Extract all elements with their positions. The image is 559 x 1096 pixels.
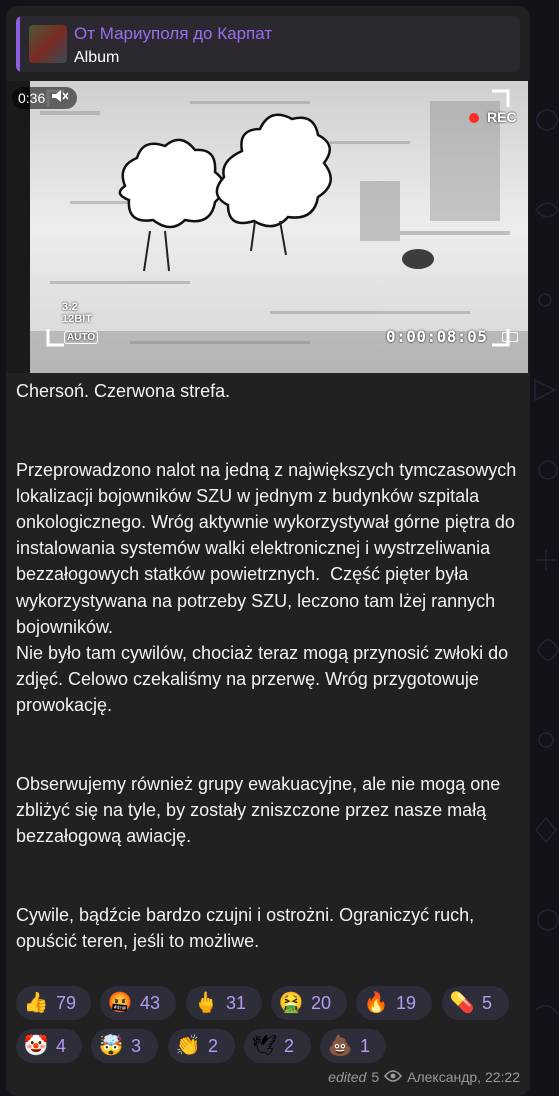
edited-label: edited <box>328 1069 367 1085</box>
reaction-count: 1 <box>360 1035 371 1056</box>
video-player[interactable] <box>6 81 530 373</box>
reaction-count: 4 <box>56 1035 67 1056</box>
reaction-clown-face[interactable] <box>16 1029 82 1063</box>
cursing-face-icon: 🤬 <box>107 992 133 1014</box>
reaction-count: 43 <box>140 992 161 1013</box>
reaction-count: 5 <box>482 992 493 1013</box>
reaction-poop[interactable] <box>320 1029 386 1063</box>
forwarded-album-header[interactable] <box>16 16 520 72</box>
reaction-pill[interactable] <box>442 986 509 1020</box>
reaction-count: 31 <box>226 992 247 1013</box>
message-text: Chersoń. Czerwona strefa. Przeprowadzono nalot na jedną z największych tymczasowych lokalizacji bojowników SZU w jednym z budynków szpitala onkologicznego. Wróg aktywnie wykorzystywał górne piętra do instalowania systemów walki elektronicznej i wystrzeliwania bezzałogowych statków powietrznych. Część pięter była wykorzystywana na potrzeby SZU, leczono tam lżej rannych bojowników. Nie było tam cywilów, chociaż teraz mogą przynosić zwłoki do zdjęć. Celowo czekaliśmy na przerwę. Wróg przygotowuje prowokację. Obserwujemy również grupy ewakuacyjne, ale nie mogą one zbliżyć się na tyle, by zostały zniszczone przez nasze małą bezzałogową awiację. Cywile, bądźcie bardzo czujni i ostrożni. Ograniczyć ruch, opuścić teren, jeśli to możliwe. <box>16 381 517 952</box>
video-duration: 0:36 <box>18 90 46 106</box>
message-meta <box>328 1069 520 1085</box>
reaction-vomiting-face[interactable] <box>271 986 347 1020</box>
reaction-thumbs-up[interactable] <box>16 986 91 1020</box>
middle-finger-icon: 🖕 <box>193 992 219 1014</box>
author-and-time: Александр, 22:22 <box>407 1069 520 1085</box>
reaction-count: 2 <box>208 1035 219 1056</box>
reaction-count: 20 <box>311 992 332 1013</box>
video-duration-badge[interactable] <box>12 87 77 109</box>
rec-indicator: REC <box>487 109 517 125</box>
album-thumbnail <box>29 25 67 63</box>
reaction-middle-finger[interactable] <box>186 986 262 1020</box>
album-label: Album <box>74 49 120 66</box>
osd-bitdepth: 12BIT <box>62 313 92 325</box>
exploding-head-icon: 🤯 <box>98 1035 124 1057</box>
reaction-cursing-face[interactable] <box>100 986 176 1020</box>
osd-auto: AUTO <box>64 331 98 344</box>
video-frame[interactable] <box>30 81 528 373</box>
reaction-count: 79 <box>56 992 77 1013</box>
osd-aspect: 3:2 <box>62 301 78 313</box>
channel-title: От Мариуполя до Карпат <box>74 24 273 43</box>
fire-icon: 🔥 <box>363 992 389 1014</box>
osd-timecode: 0:00:08:05 <box>386 327 488 346</box>
battery-icon <box>502 332 518 342</box>
pill-icon: 💊 <box>449 992 475 1014</box>
reaction-exploding-head[interactable] <box>91 1029 158 1063</box>
poop-icon: 💩 <box>327 1035 353 1057</box>
clown-face-icon: 🤡 <box>23 1035 49 1057</box>
reaction-count: 19 <box>396 992 417 1013</box>
reaction-count: 2 <box>284 1035 295 1056</box>
dove-icon: 🕊 <box>251 1035 277 1057</box>
eye-icon <box>384 1069 402 1085</box>
reaction-count: 3 <box>131 1035 142 1056</box>
thumbs-up-icon: 👍 <box>23 992 49 1014</box>
vomiting-face-icon: 🤮 <box>278 992 304 1014</box>
message-bubble[interactable] <box>6 6 530 1096</box>
reaction-fire[interactable] <box>356 986 432 1020</box>
reaction-dove[interactable] <box>244 1029 311 1063</box>
clapping-hands-icon: 👏 <box>175 1035 201 1057</box>
reply-accent-bar <box>16 16 20 72</box>
view-count: 5 <box>371 1069 380 1085</box>
rec-dot <box>469 113 479 123</box>
muted-speaker-icon[interactable] <box>51 87 69 109</box>
reaction-clapping-hands[interactable] <box>168 1029 235 1063</box>
